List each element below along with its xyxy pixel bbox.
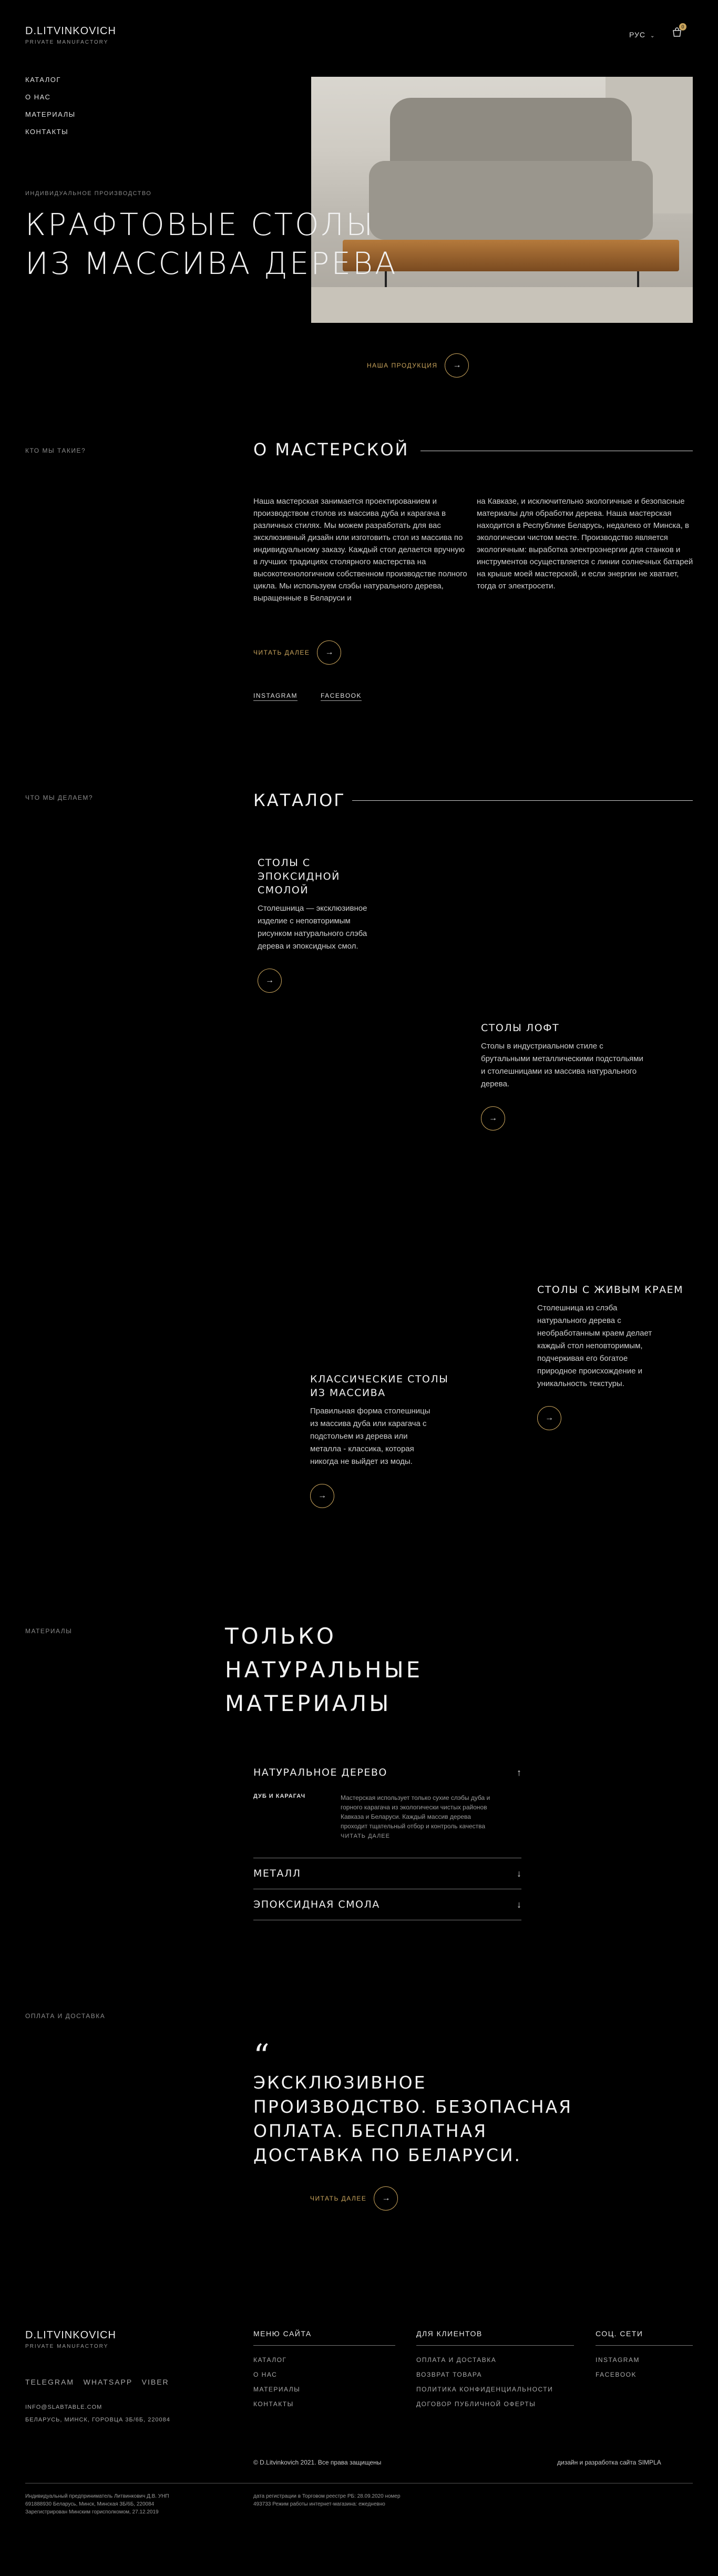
accordion-body-wood — [253, 1793, 521, 1841]
accordion-read-more[interactable]: ЧИТАТЬ ДАЛЕЕ — [341, 1833, 390, 1839]
nav-item-catalog[interactable]: КАТАЛОГ — [25, 76, 61, 84]
catalog-card-desc: Столешница из слэба натурального дерева с необработанным краем делает каждый стол неповторимым, подчеркивая его богатое природное происхождение и уникальность текстуры. — [537, 1304, 652, 1388]
delivery-read-more-label: ЧИТАТЬ ДАЛЕЕ — [310, 2195, 367, 2202]
materials-label: МАТЕРИАЛЫ — [25, 1627, 73, 1635]
materials-accordion — [253, 1767, 521, 1920]
footer-link-delivery[interactable]: ОПЛАТА И ДОСТАВКА — [416, 2356, 497, 2364]
accordion-header-epoxy[interactable] — [253, 1889, 521, 1920]
footer-link-instagram[interactable]: INSTAGRAM — [596, 2356, 640, 2364]
arrow-right-icon: → — [374, 2186, 398, 2211]
arrow-up-icon: ↑ — [517, 1767, 521, 1778]
materials-title — [225, 1620, 423, 1720]
accordion-title: НАТУРАЛЬНОЕ ДЕРЕВО — [253, 1767, 387, 1778]
about-text-col1: Наша мастерская занимается проектированием и производством столов из массива дуба и карагача в различных стилях. Мы можем разработать для вас эксклюзивный дизайн или изготовить стол из массива по индивидуальному заказу. Каждый стол делается вручную в лучших традициях столярного мастерства на высокотехнологичном собственном производстве полного цикла. Мы используем слэбы натурального дерева, выращенные в Беларуси и — [253, 497, 467, 603]
divider — [253, 2345, 395, 2346]
accordion-content — [341, 1793, 498, 1841]
accordion-header-metal[interactable] — [253, 1858, 521, 1889]
footer-address: БЕЛАРУСЬ, МИНСК, ГОРОВЦА 3Б/6Б, 220084 — [25, 2417, 170, 2423]
floor — [311, 287, 693, 323]
hero-title — [25, 205, 398, 283]
sofa-seat — [369, 161, 653, 240]
catalog-card-live-edge[interactable] — [537, 1283, 690, 1430]
about-label: КТО МЫ ТАКИЕ? — [25, 447, 86, 454]
about-title: О МАСТЕРСКОЙ — [253, 440, 409, 460]
chevron-down-icon: ⌄ — [650, 33, 655, 39]
footer-copyright: © D.Litvinkovich 2021. Все права защищены — [253, 2459, 382, 2466]
catalog-label: ЧТО МЫ ДЕЛАЕМ? — [25, 794, 94, 801]
catalog-card-title: СТОЛЫ С ЖИВЫМ КРАЕМ — [537, 1284, 683, 1296]
arrow-right-icon: → — [445, 353, 469, 378]
footer-email[interactable]: INFO@SLABTABLE.COM — [25, 2404, 102, 2410]
hero-cta-label: НАША ПРОДУКЦИЯ — [367, 362, 438, 369]
catalog-card-epoxy[interactable] — [258, 856, 394, 993]
logo-text: D.LITVINKOVICH — [25, 2329, 116, 2341]
delivery-label: ОПЛАТА И ДОСТАВКА — [25, 2012, 106, 2020]
catalog-card-title: КЛАССИЧЕСКИЕ СТОЛЫ ИЗ МАССИВА — [310, 1373, 449, 1399]
arrow-right-icon[interactable]: → — [537, 1406, 561, 1430]
facebook-link[interactable]: FACEBOOK — [321, 692, 362, 701]
hero-image — [311, 77, 693, 323]
catalog-card-title: СТОЛЫ ЛОФТ — [481, 1022, 560, 1034]
footer-link-catalog[interactable]: КАТАЛОГ — [253, 2356, 287, 2364]
materials-title-line2: НАТУРАЛЬНЫЕ — [225, 1657, 423, 1683]
catalog-card-loft[interactable] — [481, 1021, 686, 1131]
footer-link-facebook[interactable]: FACEBOOK — [596, 2371, 637, 2378]
footer-developer-link[interactable]: дизайн и разработка сайта SIMPLA — [557, 2459, 661, 2466]
nav-item-contacts[interactable]: КОНТАКТЫ — [25, 128, 69, 136]
footer-link-contacts[interactable]: КОНТАКТЫ — [253, 2400, 294, 2408]
about-read-more-button[interactable] — [253, 640, 341, 665]
divider — [352, 800, 693, 801]
accordion-text: Мастерская использует только сухие слэбы дуба и горного карагача из экологически чистых районов Кавказа и Беларуси. Каждый массив дерева проходит тщательный отбор и контроль качества — [341, 1794, 490, 1830]
accordion-title: ЭПОКСИДНАЯ СМОЛА — [253, 1899, 380, 1910]
hero-eyebrow: ИНДИВИДУАЛЬНОЕ ПРОИЗВОДСТВО — [25, 190, 152, 197]
footer-col-menu — [253, 2329, 395, 2415]
materials-title-line3: МАТЕРИАЛЫ — [225, 1691, 392, 1716]
delivery-line1: ЭКСКЛЮЗИВНОЕ — [253, 2072, 427, 2093]
language-selector[interactable] — [629, 30, 655, 39]
hero-title-line1: КРАФТОВЫЕ СТОЛЫ — [25, 207, 375, 242]
footer-link-materials[interactable]: МАТЕРИАЛЫ — [253, 2386, 301, 2393]
catalog-title: КАТАЛОГ — [253, 790, 346, 810]
footer-messengers[interactable]: TELEGRAM WHATSAPP VIBER — [25, 2378, 169, 2386]
accordion-header-wood[interactable] — [253, 1767, 521, 1778]
arrow-right-icon[interactable]: → — [258, 969, 282, 993]
delivery-line2: ПРОИЗВОДСТВО. БЕЗОПАСНАЯ — [253, 2096, 573, 2117]
cart-count-badge: 0 — [679, 23, 686, 30]
footer-link-privacy[interactable]: ПОЛИТИКА КОНФИДЕНЦИАЛЬНОСТИ — [416, 2386, 553, 2393]
nav-item-materials[interactable]: МАТЕРИАЛЫ — [25, 110, 76, 118]
about-text-col2: на Кавказе, и исключительно экологичные и безопасные материалы для обработки дерева. Наша мастерская находится в Республике Беларусь, недалеко от Минска, в экологически чистом месте. Производство является экологичным: выработка электроэнергии для станков и инструментов осуществляется с линии солнечных батарей на крыше моей мастерской, и если энергии не хватает, тогда от электросети. — [477, 497, 693, 590]
arrow-right-icon[interactable]: → — [310, 1484, 334, 1508]
arrow-right-icon: → — [317, 640, 341, 665]
footer-legal-info: Индивидуальный предприниматель Литвинкович Д.В. УНП 691888930 Беларусь, Минск, Минская 3Б/6Б, 220084 Зарегистрирован Минским горисполкомом, 27.12.2019 — [25, 2493, 169, 2515]
catalog-card-desc: Столешница — эксклюзивное изделие с неповторимым рисунком натурального слэба дерева и эпоксидных смол. — [258, 904, 367, 951]
footer-col-social — [596, 2329, 693, 2386]
accordion-subtitle: ДУБ И КАРАГАЧ — [253, 1793, 306, 1799]
about-read-more-label: ЧИТАТЬ ДАЛЕЕ — [253, 649, 310, 656]
footer-col-clients — [416, 2329, 574, 2415]
cart-button[interactable] — [672, 24, 684, 39]
catalog-card-desc: Столы в индустриальном стиле с брутальными металлическими подстольями и столешницами из массива натурального дерева. — [481, 1042, 643, 1088]
delivery-line3: ОПЛАТА. БЕСПЛАТНАЯ — [253, 2121, 488, 2141]
footer-col-title: СОЦ. СЕТИ — [596, 2329, 643, 2338]
instagram-link[interactable]: INSTAGRAM — [253, 692, 298, 701]
footer-col-title: МЕНЮ САЙТА — [253, 2329, 312, 2338]
delivery-quote — [253, 2071, 572, 2167]
catalog-card-classic[interactable] — [310, 1372, 457, 1508]
footer-link-about[interactable]: О НАС — [253, 2371, 278, 2378]
catalog-card-title: СТОЛЫ С ЭПОКСИДНОЙ СМОЛОЙ — [258, 857, 340, 896]
language-label: РУС — [629, 30, 646, 39]
footer-col-title: ДЛЯ КЛИЕНТОВ — [416, 2329, 483, 2338]
hero-title-line2: ИЗ МАССИВА ДЕРЕВА — [25, 246, 398, 281]
materials-title-line1: ТОЛЬКО — [225, 1623, 336, 1649]
footer-link-returns[interactable]: ВОЗВРАТ ТОВАРА — [416, 2371, 483, 2378]
footer-link-offer[interactable]: ДОГОВОР ПУБЛИЧНОЙ ОФЕРТЫ — [416, 2400, 536, 2408]
nav-item-about[interactable]: О НАС — [25, 93, 51, 101]
main-nav — [25, 76, 76, 145]
header-logo[interactable] — [25, 25, 116, 45]
divider — [416, 2345, 574, 2346]
logo-subtitle: PRIVATE MANUFACTORY — [25, 2344, 109, 2349]
logo-subtitle: PRIVATE MANUFACTORY — [25, 39, 109, 45]
quote-icon: “ — [253, 2038, 270, 2074]
footer-logo[interactable] — [25, 2329, 116, 2349]
catalog-card-desc: Правильная форма столешницы из массива дуба или карагача с подстольем из дерева или металла - классика, которая никогда не выйдет из моды. — [310, 1407, 430, 1466]
delivery-read-more-button[interactable] — [310, 2186, 398, 2211]
accordion-title: МЕТАЛЛ — [253, 1868, 301, 1879]
arrow-right-icon[interactable]: → — [481, 1106, 505, 1131]
hero-cta-button[interactable] — [367, 353, 469, 378]
footer-legal-registration: дата регистрации в Торговом реестре РБ: 28.09.2020 номер 493733 Режим работы интернет-магазина: ежедневно — [253, 2493, 401, 2507]
delivery-line4: ДОСТАВКА ПО БЕЛАРУСИ. — [253, 2145, 522, 2165]
logo-text: D.LITVINKOVICH — [25, 25, 116, 37]
arrow-down-icon: ↓ — [517, 1899, 521, 1910]
arrow-down-icon: ↓ — [517, 1868, 521, 1879]
divider — [596, 2345, 693, 2346]
